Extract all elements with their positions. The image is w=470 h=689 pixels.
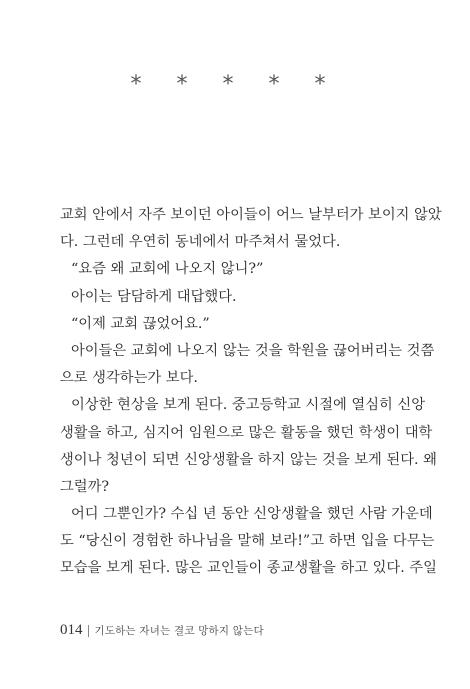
paragraph-1-line-2: 다. 그런데 우연히 동네에서 마주쳐서 물었다. xyxy=(60,234,341,251)
page-footer xyxy=(60,622,264,639)
paragraph-7-line-1: 어디 그뿐인가? 수십 년 동안 신앙생활을 했던 사람 가운데 xyxy=(71,506,433,523)
paragraph-4-line-1: “이제 교회 끊었어요.” xyxy=(71,315,210,332)
paragraph-5-line-2: 으로 생각하는가 보다. xyxy=(60,370,198,387)
paragraph-6-line-2: 생활을 하고, 심지어 임원으로 많은 활동을 했던 학생이 대학 xyxy=(60,424,433,441)
paragraph-7-line-3: 모습을 보게 된다. 많은 교인들이 종교생활을 하고 있다. 주일 xyxy=(60,560,437,577)
paragraph-6-line-1: 이상한 현상을 보게 된다. 중고등학교 시절에 열심히 신앙 xyxy=(71,397,426,414)
paragraph-3-line-1: 아이는 담담하게 대답했다. xyxy=(71,288,237,305)
paragraph-6-line-4: 그럴까? xyxy=(60,478,110,495)
paragraph-5-line-1: 아이들은 교회에 나오지 않는 것을 학원을 끊어버리는 것쯤 xyxy=(71,342,435,359)
running-title: 기도하는 자녀는 결코 망하지 않는다 xyxy=(94,625,264,637)
paragraph-2-line-1: “요즘 왜 교회에 나오지 않니?” xyxy=(71,261,264,278)
footer-divider xyxy=(88,625,89,637)
paragraph-7-line-2: 도 “당신이 경험한 하나님을 말해 보라!”고 하면 입을 다무는 xyxy=(60,533,435,550)
paragraph-1-line-1: 교회 안에서 자주 보이던 아이들이 어느 날부터가 보이지 않았 xyxy=(60,207,442,223)
section-separator: * * * * * xyxy=(130,72,340,97)
body-text xyxy=(60,202,442,583)
page-number: 014 xyxy=(60,622,83,638)
paragraph-6-line-3: 생이나 청년이 되면 신앙생활을 하지 않는 것을 보게 된다. 왜 xyxy=(60,451,437,468)
